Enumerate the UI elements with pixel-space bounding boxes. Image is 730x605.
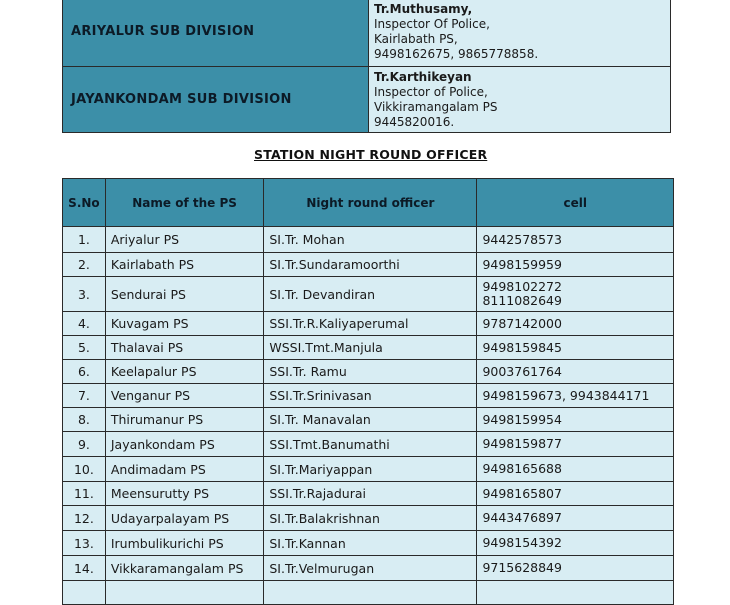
table-row [63, 336, 674, 360]
row-officer: SSI.Tr. Ramu [264, 360, 477, 384]
table-row [63, 531, 674, 556]
officer-detail: Inspector of Police, [374, 85, 488, 99]
header-sno: S.No [63, 179, 106, 227]
row-ps-name: Thirumanur PS [105, 408, 264, 432]
section-title: STATION NIGHT ROUND OFFICER [254, 147, 488, 162]
cell-number: 9498159954 [482, 411, 562, 427]
row-ps-name: Kuvagam PS [105, 312, 264, 336]
row-sno: 3. [63, 277, 106, 312]
header-officer: Night round officer [264, 179, 477, 227]
cell-number: 9498102272 [482, 279, 562, 294]
table-body [63, 227, 674, 605]
row-officer: SSI.Tr.Rajadurai [264, 482, 477, 506]
row-officer: SSI.Tr.R.Kaliyaperumal [264, 312, 477, 336]
row-cell [477, 384, 674, 408]
cell-number: 9003761764 [482, 363, 562, 379]
table-row [63, 506, 674, 531]
cell-number: 9498159877 [482, 436, 562, 451]
row-officer: SI.Tr.Velmurugan [264, 556, 477, 581]
row-cell [477, 531, 674, 556]
cell-number: 9787142000 [482, 315, 562, 331]
row-cell [477, 277, 674, 312]
table-row [63, 360, 674, 384]
row-officer: SI.Tr. Mohan [264, 227, 477, 253]
cell-number: 9498154392 [482, 535, 562, 550]
table-row [63, 556, 674, 581]
row-officer: SI.Tr.Balakrishnan [264, 506, 477, 531]
row-cell [477, 227, 674, 253]
night-round-table [62, 178, 674, 605]
row-cell [477, 253, 674, 277]
row-sno: 12. [63, 506, 106, 531]
division-row [63, 67, 671, 133]
officer-detail: Inspector Of Police, [374, 17, 490, 31]
row-cell [477, 408, 674, 432]
header-ps-name: Name of the PS [105, 179, 264, 227]
row-ps-name: Keelapalur PS [105, 360, 264, 384]
division-officer [369, 0, 671, 67]
cell-number: 9715628849 [482, 560, 562, 575]
row-cell [477, 312, 674, 336]
cell-number: 9498159845 [482, 339, 562, 355]
row-officer: SI.Tr.Mariyappan [264, 457, 477, 482]
row-ps-name: Ariyalur PS [105, 227, 264, 253]
cell-number: 9498159959 [482, 256, 562, 272]
row-ps-name: Thalavai PS [105, 336, 264, 360]
officer-name: Tr.Muthusamy, [374, 2, 473, 16]
sub-division-table [62, 0, 671, 133]
table-row [63, 581, 674, 605]
row-ps-name: Andimadam PS [105, 457, 264, 482]
table-row [63, 432, 674, 457]
row-cell-cropped [105, 581, 264, 605]
row-ps-name: Udayarpalayam PS [105, 506, 264, 531]
row-cell [477, 556, 674, 581]
row-sno: 10. [63, 457, 106, 482]
officer-name: Tr.Karthikeyan [374, 70, 472, 84]
row-ps-name: Jayankondam PS [105, 432, 264, 457]
cell-number: 9498165688 [482, 461, 562, 476]
table-header-row [63, 179, 674, 227]
row-cell [477, 432, 674, 457]
division-row [63, 0, 671, 67]
row-cell [477, 457, 674, 482]
row-officer: SSI.Tr.Srinivasan [264, 384, 477, 408]
row-sno: 9. [63, 432, 106, 457]
row-officer: SI.Tr. Manavalan [264, 408, 477, 432]
row-ps-name: Venganur PS [105, 384, 264, 408]
header-cell: cell [477, 179, 674, 227]
officer-detail: 9445820016. [374, 115, 455, 129]
cell-number: 8111082649 [482, 293, 562, 308]
table-row [63, 312, 674, 336]
row-ps-name: Sendurai PS [105, 277, 264, 312]
officer-detail: Kairlabath PS, [374, 32, 458, 46]
table-row [63, 384, 674, 408]
row-cell [477, 360, 674, 384]
table-row [63, 253, 674, 277]
division-name: ARIYALUR SUB DIVISION [63, 0, 369, 67]
row-officer: SSI.Tmt.Banumathi [264, 432, 477, 457]
row-sno: 5. [63, 336, 106, 360]
table-row [63, 457, 674, 482]
officer-detail: 9498162675, 9865778858. [374, 47, 539, 61]
row-sno: 11. [63, 482, 106, 506]
row-sno: 8. [63, 408, 106, 432]
row-sno: 13. [63, 531, 106, 556]
officer-detail: Vikkiramangalam PS [374, 100, 498, 114]
division-officer [369, 67, 671, 133]
row-officer: WSSI.Tmt.Manjula [264, 336, 477, 360]
table-row [63, 408, 674, 432]
table-row [63, 482, 674, 506]
row-officer: SI.Tr.Kannan [264, 531, 477, 556]
row-cell [477, 336, 674, 360]
cell-number: 9443476897 [482, 510, 562, 525]
row-officer: SI.Tr.Sundaramoorthi [264, 253, 477, 277]
table-row [63, 227, 674, 253]
cell-number: 9498159673, 9943844171 [482, 387, 650, 403]
row-ps-name: Irumbulikurichi PS [105, 531, 264, 556]
row-sno: 7. [63, 384, 106, 408]
cell-number: 9442578573 [482, 231, 562, 247]
row-sno: 4. [63, 312, 106, 336]
row-ps-name: Meensurutty PS [105, 482, 264, 506]
row-cell-cropped [63, 581, 106, 605]
table-row [63, 277, 674, 312]
row-officer: SI.Tr. Devandiran [264, 277, 477, 312]
row-cell-cropped [264, 581, 477, 605]
cell-number: 9498165807 [482, 485, 562, 501]
row-ps-name: Kairlabath PS [105, 253, 264, 277]
row-cell [477, 506, 674, 531]
row-ps-name: Vikkaramangalam PS [105, 556, 264, 581]
row-cell-cropped [477, 581, 674, 605]
row-cell [477, 482, 674, 506]
division-name: JAYANKONDAM SUB DIVISION [63, 67, 369, 133]
row-sno: 2. [63, 253, 106, 277]
row-sno: 1. [63, 227, 106, 253]
row-sno: 6. [63, 360, 106, 384]
row-sno: 14. [63, 556, 106, 581]
